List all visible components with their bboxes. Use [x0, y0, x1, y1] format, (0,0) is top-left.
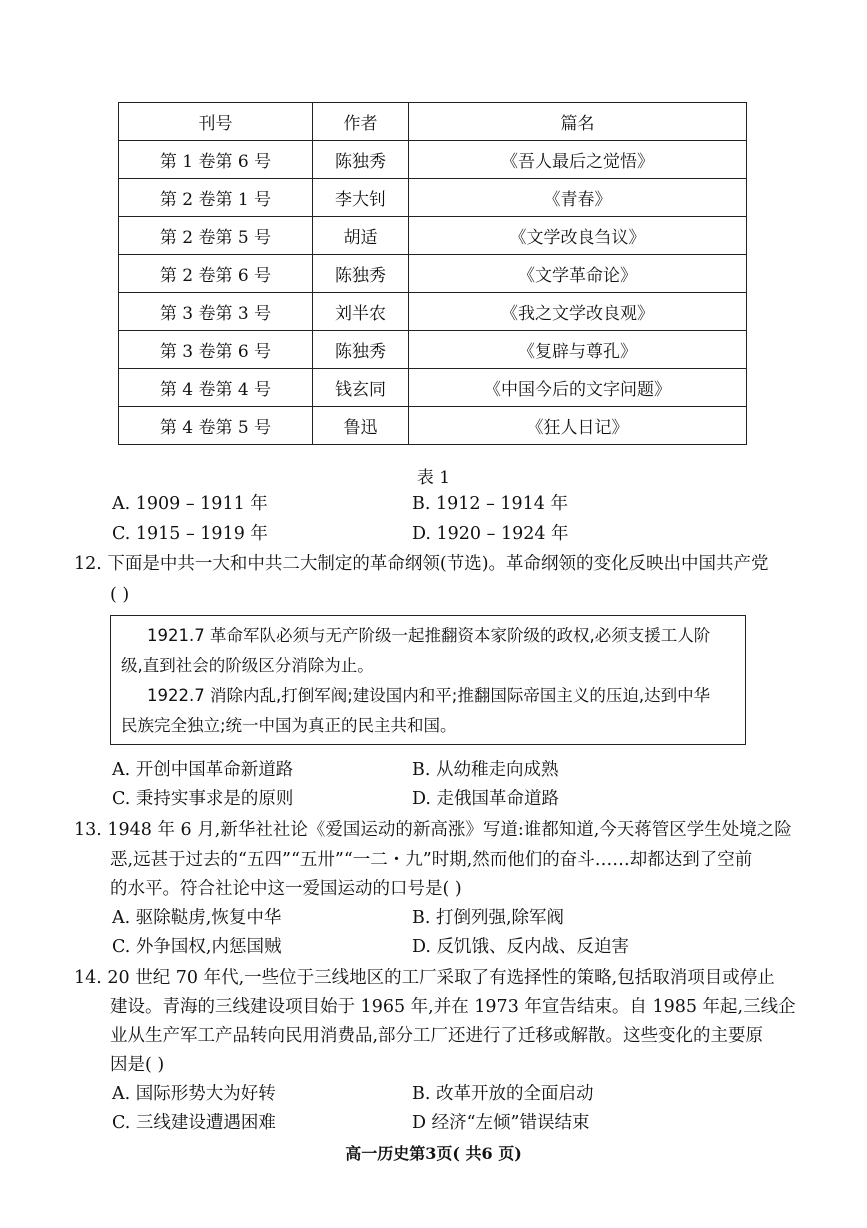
table-row: [119, 179, 747, 217]
q14-option-d: D 经济“左倾”错误结束: [412, 1113, 590, 1133]
quote-line: 1922.7 消除内乱,打倒军阀;建设国内和平;推翻国际帝国主义的压迫,达到中华: [147, 686, 711, 705]
quote-line: 民族完全独立;统一中国为真正的民主共和国。: [121, 716, 457, 735]
table-row: [119, 255, 747, 293]
table-caption: 表 1: [416, 468, 451, 488]
cell-issue: 第 3 卷第 3 号: [119, 293, 313, 331]
q13-stem-line-2: 恶,远甚于过去的“五四”“五卅”“一二・九”时期,然而他们的奋斗……却都达到了空前: [110, 850, 753, 870]
table-row: [119, 217, 747, 255]
header-title: 篇名: [409, 103, 747, 141]
q14-stem-line-1: 14. 20 世纪 70 年代,一些位于三线地区的工厂采取了有选择性的策略,包括取消项目或停止: [74, 968, 775, 988]
cell-title: 《文学革命论》: [409, 255, 747, 293]
journal-table: [118, 102, 747, 445]
cell-title: 《文学改良刍议》: [409, 217, 747, 255]
table-row: [119, 407, 747, 445]
cell-issue: 第 3 卷第 6 号: [119, 331, 313, 369]
quote-line: 级,直到社会的阶级区分消除为止。: [121, 656, 374, 675]
q12-option-a: A. 开创中国革命新道路: [112, 760, 294, 780]
q13-stem-line-1: 13. 1948 年 6 月,新华社社论《爱国运动的新高涨》写道:谁都知道,今天蒋管区学生处境之险: [74, 820, 792, 840]
cell-issue: 第 2 卷第 1 号: [119, 179, 313, 217]
cell-author: 钱玄同: [313, 369, 409, 407]
q11-option-c: C. 1915 – 1919 年: [112, 524, 268, 544]
q14-stem-line-2: 建设。青海的三线建设项目始于 1965 年,并在 1973 年宣告结束。自 1985 年起,三线企: [110, 997, 796, 1017]
cell-issue: 第 4 卷第 4 号: [119, 369, 313, 407]
q14-option-b: B. 改革开放的全面启动: [412, 1084, 594, 1104]
cell-author: 陈独秀: [313, 255, 409, 293]
cell-author: 李大钊: [313, 179, 409, 217]
table-row: [119, 293, 747, 331]
header-issue: 刊号: [119, 103, 313, 141]
q13-option-c: C. 外争国权,内惩国贼: [112, 937, 282, 957]
page-footer: 高一历史第3页( 共6 页): [345, 1144, 522, 1163]
q14-stem-line-3: 业从生产军工产品转向民用消费品,部分工厂还进行了迁移或解散。这些变化的主要原: [110, 1026, 764, 1046]
cell-author: 鲁迅: [313, 407, 409, 445]
q11-option-b: B. 1912 – 1914 年: [412, 494, 568, 514]
q12-option-b: B. 从幼稚走向成熟: [412, 760, 559, 780]
q13-stem-line-3: 的水平。符合社论中这一爱国运动的口号是( ): [110, 879, 462, 899]
table-row: [119, 369, 747, 407]
cell-author: 陈独秀: [313, 141, 409, 179]
cell-title: 《复辟与尊孔》: [409, 331, 747, 369]
cell-issue: 第 1 卷第 6 号: [119, 141, 313, 179]
cell-author: 陈独秀: [313, 331, 409, 369]
q11-option-d: D. 1920 – 1924 年: [412, 524, 569, 544]
header-author: 作者: [313, 103, 409, 141]
cell-issue: 第 2 卷第 6 号: [119, 255, 313, 293]
cell-title: 《青春》: [409, 179, 747, 217]
cell-author: 刘半农: [313, 293, 409, 331]
q12-quote-box: [110, 615, 746, 745]
cell-title: 《狂人日记》: [409, 407, 747, 445]
q14-option-c: C. 三线建设遭遇困难: [112, 1113, 276, 1133]
q11-option-a: A. 1909 – 1911 年: [112, 494, 268, 514]
q13-option-a: A. 驱除鞑虏,恢复中华: [112, 908, 282, 928]
q14-option-a: A. 国际形势大为好转: [112, 1084, 276, 1104]
table-header-row: [119, 103, 747, 141]
q13-option-b: B. 打倒列强,除军阀: [412, 908, 565, 928]
cell-issue: 第 4 卷第 5 号: [119, 407, 313, 445]
q13-option-d: D. 反饥饿、反内战、反迫害: [412, 937, 630, 957]
q12-stem-line-1: 12. 下面是中共一大和中共二大制定的革命纲领(节选)。革命纲领的变化反映出中国共产党: [74, 554, 769, 574]
quote-line: 1921.7 革命军队必须与无产阶级一起推翻资本家阶级的政权,必须支援工人阶: [147, 626, 711, 645]
table-row: [119, 141, 747, 179]
cell-title: 《我之文学改良观》: [409, 293, 747, 331]
q12-stem-line-2: ( ): [110, 585, 130, 605]
table-row: [119, 331, 747, 369]
q12-option-c: C. 秉持实事求是的原则: [112, 789, 294, 809]
q14-stem-line-4: 因是( ): [110, 1055, 165, 1075]
cell-issue: 第 2 卷第 5 号: [119, 217, 313, 255]
cell-author: 胡适: [313, 217, 409, 255]
cell-title: 《中国今后的文字问题》: [409, 369, 747, 407]
q12-option-d: D. 走俄国革命道路: [412, 789, 560, 809]
cell-title: 《吾人最后之觉悟》: [409, 141, 747, 179]
